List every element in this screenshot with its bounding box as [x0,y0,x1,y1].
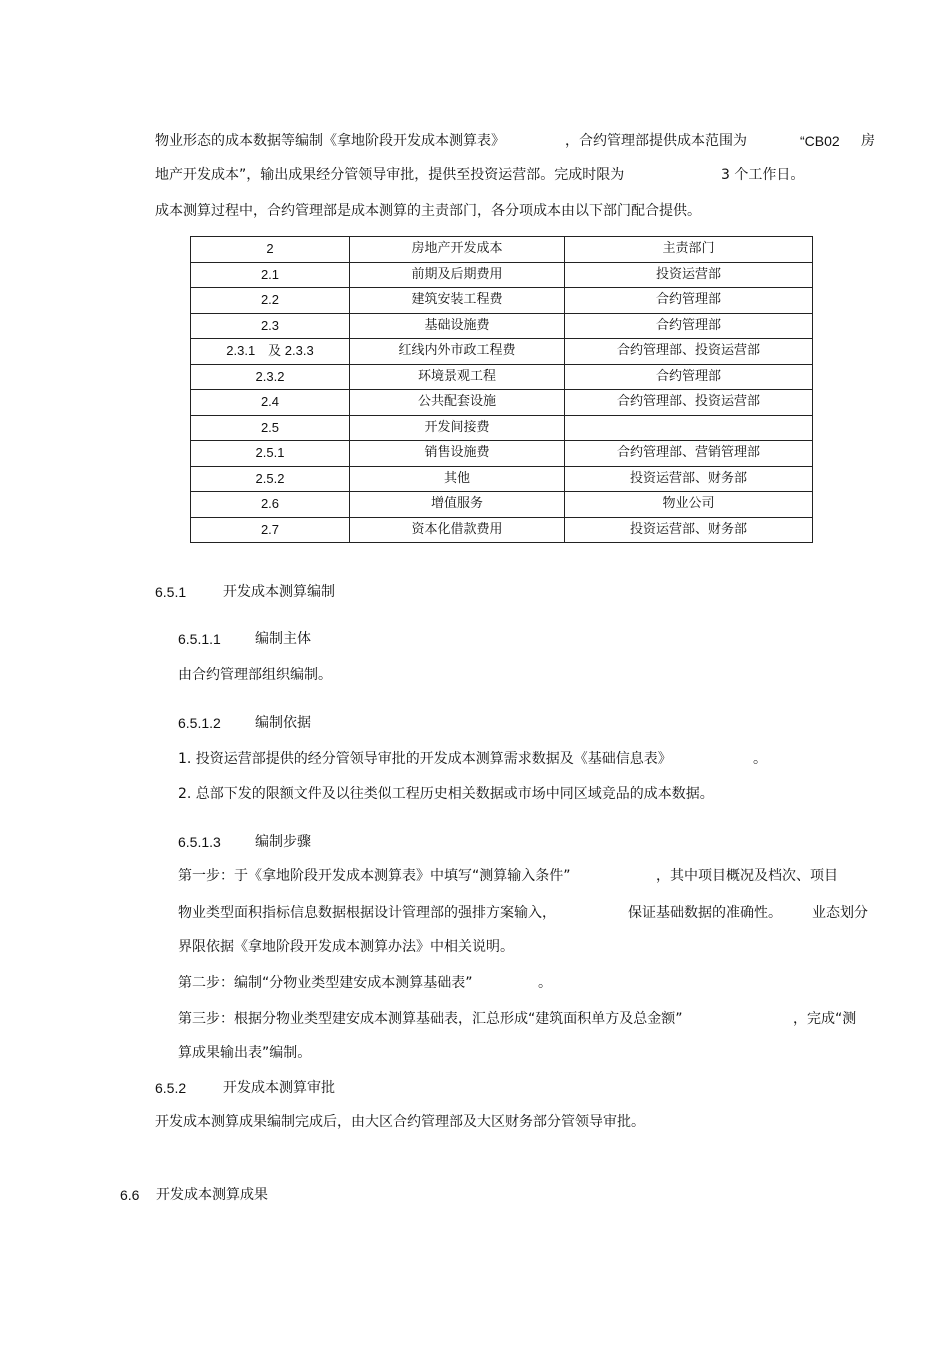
table-cell-code: 2.5.2 [191,466,350,492]
table-row [191,313,813,339]
section-number: 6.5.1.3 [178,834,221,850]
table-cell-item: 销售设施费 [350,441,565,467]
step-1-line-2-c: 业态划分 [812,905,868,921]
table-row [191,517,813,543]
table-cell-code: 2.3 [191,313,350,339]
step-3-line-2: 算成果输出表”编制。 [178,1045,312,1061]
step-1-line-2 [178,903,868,923]
table-cell-item: 增值服务 [350,492,565,518]
table-cell-item: 开发间接费 [350,415,565,441]
table-cell-item: 建筑安装工程费 [350,288,565,314]
section-6-5-1-2-heading [178,713,311,734]
cost-responsibility-table [190,236,813,543]
step-1-line-3: 界限依据《拿地阶段开发成本测算办法》中相关说明。 [178,939,514,955]
table-cell-item: 资本化借款费用 [350,517,565,543]
table-row [191,262,813,288]
table-cell-dept: 投资运营部、财务部 [565,517,813,543]
basis-item-1 [178,749,767,769]
table-header-row [191,237,813,263]
section-6-5-1-1-body: 由合约管理部组织编制。 [178,667,332,683]
step-1-line-1-a: 第一步：于《拿地阶段开发成本测算表》中填写“测算输入条件” [178,868,571,884]
section-title: 开发成本测算审批 [223,1080,335,1096]
table-cell-item: 其他 [350,466,565,492]
table-cell-dept: 合约管理部、投资运营部 [565,390,813,416]
table-header-dept: 主责部门 [565,237,813,263]
section-title: 开发成本测算编制 [223,584,335,600]
table-row [191,492,813,518]
intro-line-2-a: 地产开发成本”，输出成果经分管领导审批，提供至投资运营部。完成时限为 [155,167,625,183]
table-cell-code: 2.3.1 及 2.3.3 [191,339,350,365]
table-cell-code: 2.7 [191,517,350,543]
section-number: 6.5.1.1 [178,631,221,647]
intro-line-1-c: “CB02 [800,133,840,149]
table-cell-dept: 合约管理部 [565,288,813,314]
table-row [191,441,813,467]
section-title: 编制依据 [255,715,311,731]
section-6-6-heading [120,1185,268,1206]
intro-line-3: 成本测算过程中，合约管理部是成本测算的主责部门，各分项成本由以下部门配合提供。 [155,203,701,219]
table-cell-code: 2.5.1 [191,441,350,467]
table-cell-dept: 合约管理部、营销管理部 [565,441,813,467]
section-6-5-1-1-heading [178,629,311,650]
intro-line-1 [155,131,875,151]
section-6-5-2-heading [155,1078,335,1099]
section-6-5-1-3-heading [178,832,311,853]
section-title: 开发成本测算成果 [156,1187,268,1203]
intro-line-1-d: 房 [861,133,875,149]
table-cell-item: 环境景观工程 [350,364,565,390]
step-2-a: 第二步：编制“分物业类型建安成本测算基础表” [178,975,473,991]
table-header-item: 房地产开发成本 [350,237,565,263]
table-cell-dept: 合约管理部 [565,364,813,390]
table-cell-item: 基础设施费 [350,313,565,339]
table-cell-code: 2.1 [191,262,350,288]
table-cell-item: 前期及后期费用 [350,262,565,288]
basis-item-1-end: 。 [753,751,767,767]
table-cell-code: 2.4 [191,390,350,416]
section-number: 6.6 [120,1187,140,1203]
intro-line-2 [155,165,805,185]
table-cell-dept: 物业公司 [565,492,813,518]
section-6-5-1-heading [155,582,335,603]
intro-line-1-b: ，合约管理部提供成本范围为 [565,133,747,149]
table-cell-code: 2.2 [191,288,350,314]
step-1-line-1-b: ，其中项目概况及档次、项目 [656,868,838,884]
table-cell-code: 2.5 [191,415,350,441]
step-3-line-1-a: 第三步：根据分物业类型建安成本测算基础表，汇总形成“建筑面积单方及总金额” [178,1011,683,1027]
table-cell-code: 2.6 [191,492,350,518]
basis-item-2: 2. 总部下发的限额文件及以往类似工程历史相关数据或市场中同区域竞品的成本数据。 [178,786,714,802]
section-title: 编制主体 [255,631,311,647]
table-cell-code: 2.3.2 [191,364,350,390]
table-cell-dept: 投资运营部 [565,262,813,288]
table-cell-dept: 投资运营部、财务部 [565,466,813,492]
section-6-5-2-body: 开发成本测算成果编制完成后，由大区合约管理部及大区财务部分管领导审批。 [155,1114,645,1130]
table-row [191,415,813,441]
step-2-b: 。 [538,975,552,991]
table-row [191,288,813,314]
step-1-line-1 [178,866,838,886]
section-number: 6.5.1 [155,584,187,600]
table-cell-item: 公共配套设施 [350,390,565,416]
table-cell-dept: 合约管理部、投资运营部 [565,339,813,365]
step-1-line-2-a: 物业类型面积指标信息数据根据设计管理部的强排方案输入， [178,905,556,921]
table-row [191,466,813,492]
basis-item-1-text: 1. 投资运营部提供的经分管领导审批的开发成本测算需求数据及《基础信息表》 [178,751,672,767]
intro-line-1-a: 物业形态的成本数据等编制《拿地阶段开发成本测算表》 [155,133,505,149]
step-2 [178,973,552,993]
intro-line-2-b: 3 个工作日。 [721,167,805,183]
table-row [191,339,813,365]
section-number: 6.5.1.2 [178,715,221,731]
section-number: 6.5.2 [155,1080,187,1096]
table-cell-item: 红线内外市政工程费 [350,339,565,365]
step-3-line-1-b: ，完成“测 [793,1011,857,1027]
step-1-line-2-b: 保证基础数据的准确性。 [628,905,782,921]
section-title: 编制步骤 [255,834,311,850]
table-row [191,364,813,390]
table-cell-dept [565,415,813,441]
table-row [191,390,813,416]
step-3-line-1 [178,1009,857,1029]
table-cell-dept: 合约管理部 [565,313,813,339]
table-header-code: 2 [191,237,350,263]
